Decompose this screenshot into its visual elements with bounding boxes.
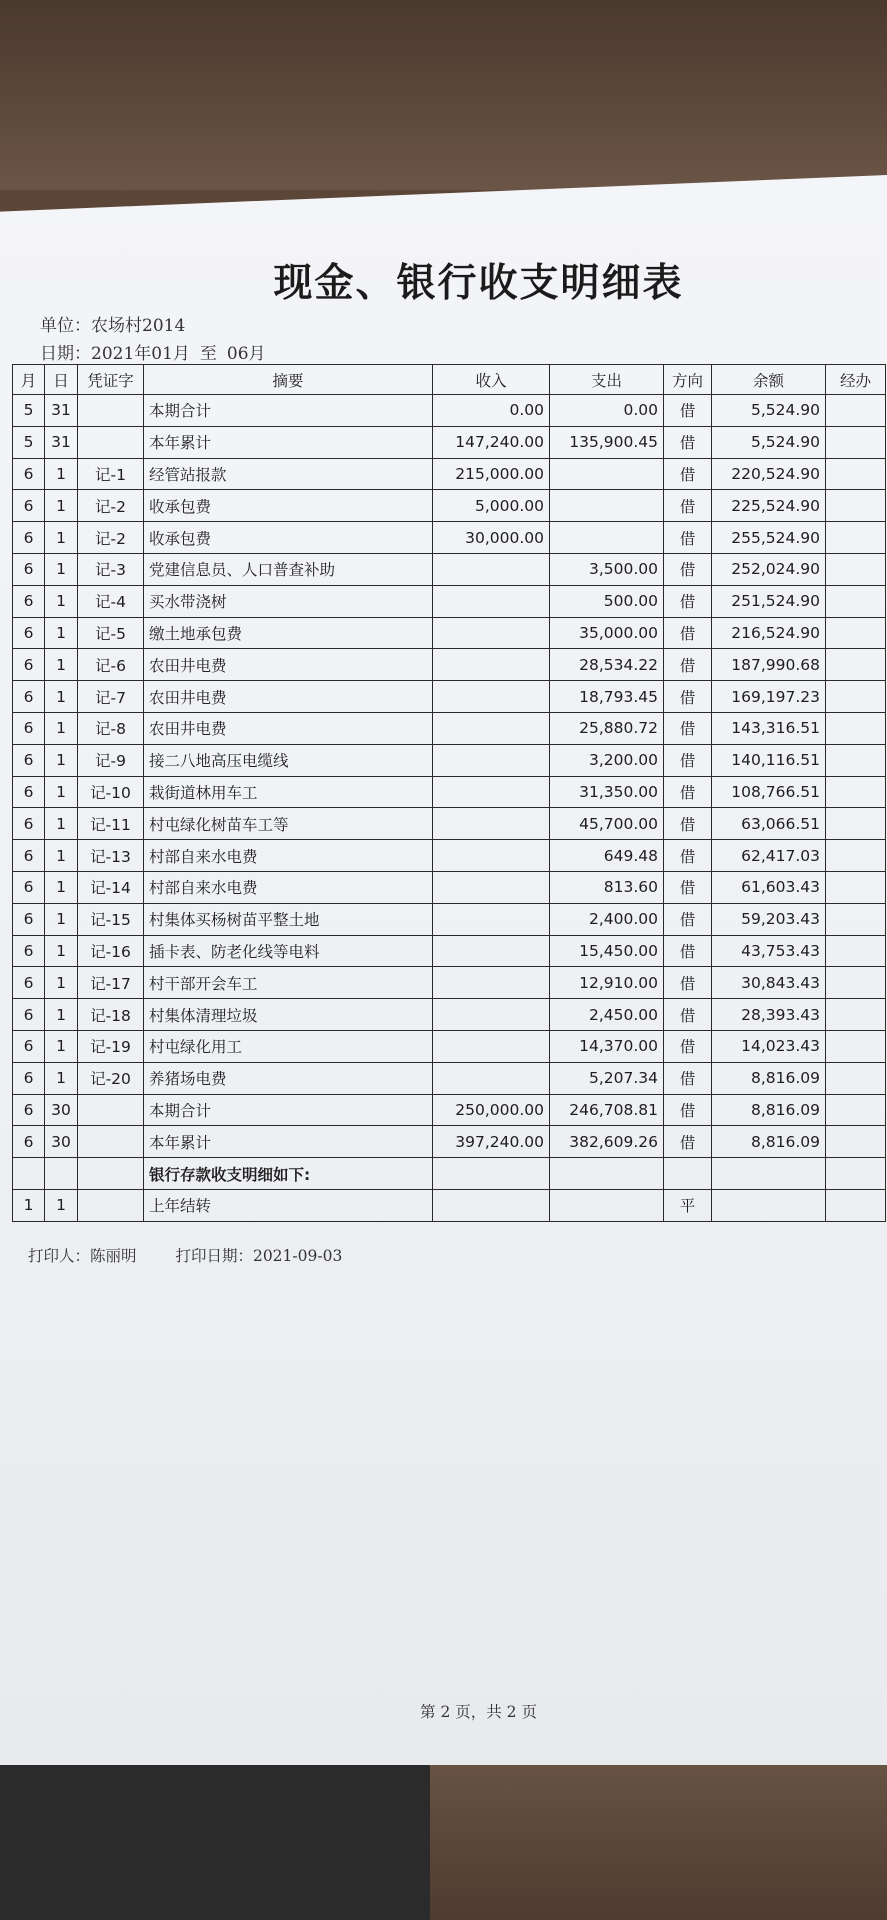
table-cell: 35,000.00 — [550, 617, 664, 649]
table-cell: 45,700.00 — [550, 808, 664, 840]
table-cell: 6 — [13, 458, 45, 490]
table-row — [13, 553, 886, 585]
table-cell — [433, 617, 550, 649]
table-cell — [826, 681, 886, 713]
table-cell: 1 — [45, 712, 78, 744]
table-cell — [13, 1158, 45, 1190]
table-cell: 61,603.43 — [712, 871, 826, 903]
table-cell: 6 — [13, 776, 45, 808]
table-cell: 108,766.51 — [712, 776, 826, 808]
table-cell: 6 — [13, 871, 45, 903]
table-cell: 借 — [664, 649, 712, 681]
table-cell: 6 — [13, 935, 45, 967]
table-cell: 借 — [664, 458, 712, 490]
table-cell: 813.60 — [550, 871, 664, 903]
table-cell: 借 — [664, 712, 712, 744]
table-cell — [826, 808, 886, 840]
table-cell: 借 — [664, 871, 712, 903]
table-row — [13, 840, 886, 872]
desk-surface-top — [0, 0, 887, 190]
table-cell: 31 — [45, 426, 78, 458]
table-cell: 0.00 — [433, 395, 550, 427]
table-row — [13, 999, 886, 1031]
table-cell: 借 — [664, 585, 712, 617]
table-cell — [433, 1062, 550, 1094]
table-cell: 0.00 — [550, 395, 664, 427]
column-header: 摘要 — [144, 365, 433, 395]
table-row — [13, 776, 886, 808]
table-cell: 8,816.09 — [712, 1062, 826, 1094]
table-cell: 1 — [45, 553, 78, 585]
table-row — [13, 871, 886, 903]
table-cell: 251,524.90 — [712, 585, 826, 617]
table-cell: 借 — [664, 903, 712, 935]
table-row — [13, 458, 886, 490]
table-cell — [550, 522, 664, 554]
table-cell: 187,990.68 — [712, 649, 826, 681]
page-number: 第 2 页，共 2 页 — [420, 1703, 537, 1721]
table-cell — [826, 1189, 886, 1221]
table-cell: 银行存款收支明细如下: — [144, 1158, 433, 1190]
table-cell: 借 — [664, 617, 712, 649]
table-cell: 215,000.00 — [433, 458, 550, 490]
column-header: 支出 — [550, 365, 664, 395]
table-cell — [712, 1189, 826, 1221]
table-cell: 买水带浇树 — [144, 585, 433, 617]
table-cell: 6 — [13, 1062, 45, 1094]
table-row — [13, 1126, 886, 1158]
table-cell: 31 — [45, 395, 78, 427]
table-cell: 1 — [45, 490, 78, 522]
table-cell — [78, 426, 144, 458]
table-cell: 本年累计 — [144, 426, 433, 458]
table-cell: 记-4 — [78, 585, 144, 617]
table-row — [13, 1062, 886, 1094]
table-cell — [78, 395, 144, 427]
table-row — [13, 395, 886, 427]
table-cell: 借 — [664, 1126, 712, 1158]
table-cell: 1 — [45, 458, 78, 490]
table-cell — [826, 553, 886, 585]
table-cell: 党建信息员、人口普查补助 — [144, 553, 433, 585]
table-cell: 记-19 — [78, 1030, 144, 1062]
table-cell: 28,393.43 — [712, 999, 826, 1031]
header-row — [13, 365, 886, 395]
table-cell: 18,793.45 — [550, 681, 664, 713]
table-cell: 14,370.00 — [550, 1030, 664, 1062]
table-cell — [826, 903, 886, 935]
table-row — [13, 967, 886, 999]
table-row — [13, 935, 886, 967]
table-cell: 6 — [13, 808, 45, 840]
table-cell: 借 — [664, 490, 712, 522]
document-title: 现金、银行收支明细表 — [273, 260, 684, 306]
table-cell — [433, 1030, 550, 1062]
table-cell: 250,000.00 — [433, 1094, 550, 1126]
table-row — [13, 649, 886, 681]
table-row — [13, 712, 886, 744]
table-cell: 3,500.00 — [550, 553, 664, 585]
table-cell — [712, 1158, 826, 1190]
table-cell: 借 — [664, 744, 712, 776]
table-cell — [433, 776, 550, 808]
table-cell: 30 — [45, 1126, 78, 1158]
table-cell: 2,400.00 — [550, 903, 664, 935]
table-cell: 村屯绿化用工 — [144, 1030, 433, 1062]
table-cell: 借 — [664, 681, 712, 713]
table-cell: 5 — [13, 395, 45, 427]
table-row — [13, 617, 886, 649]
table-cell: 6 — [13, 1126, 45, 1158]
table-cell — [433, 585, 550, 617]
table-row — [13, 808, 886, 840]
table-cell: 3,200.00 — [550, 744, 664, 776]
table-cell: 1 — [45, 1030, 78, 1062]
table-cell: 1 — [45, 967, 78, 999]
table-cell: 5 — [13, 426, 45, 458]
table-cell: 记-13 — [78, 840, 144, 872]
table-cell — [433, 744, 550, 776]
table-cell: 记-5 — [78, 617, 144, 649]
table-cell — [78, 1189, 144, 1221]
table-cell — [826, 617, 886, 649]
table-cell: 140,116.51 — [712, 744, 826, 776]
table-cell: 记-2 — [78, 522, 144, 554]
table-cell — [826, 1030, 886, 1062]
table-cell: 1 — [45, 585, 78, 617]
column-header: 方向 — [664, 365, 712, 395]
table-cell — [433, 1189, 550, 1221]
table-cell: 1 — [13, 1189, 45, 1221]
table-cell: 缴土地承包费 — [144, 617, 433, 649]
column-header: 月 — [13, 365, 45, 395]
table-row — [13, 1158, 886, 1190]
table-cell: 借 — [664, 840, 712, 872]
table-cell: 本年累计 — [144, 1126, 433, 1158]
table-cell: 255,524.90 — [712, 522, 826, 554]
table-cell — [45, 1158, 78, 1190]
table-cell: 本期合计 — [144, 1094, 433, 1126]
table-cell: 15,450.00 — [550, 935, 664, 967]
table-cell: 169,197.23 — [712, 681, 826, 713]
table-cell: 记-14 — [78, 871, 144, 903]
table-cell: 6 — [13, 649, 45, 681]
table-cell — [826, 744, 886, 776]
table-cell — [550, 490, 664, 522]
table-cell: 5,207.34 — [550, 1062, 664, 1094]
table-cell: 6 — [13, 522, 45, 554]
table-cell: 30,000.00 — [433, 522, 550, 554]
table-cell: 借 — [664, 1030, 712, 1062]
unit-label: 单位：农场村2014 — [40, 316, 186, 336]
date-from: 2021年01月 — [91, 344, 190, 364]
table-row — [13, 585, 886, 617]
table-row — [13, 1094, 886, 1126]
column-header: 经办 — [826, 365, 886, 395]
shadow-object — [0, 1755, 430, 1920]
table-cell: 6 — [13, 967, 45, 999]
table-cell: 借 — [664, 935, 712, 967]
table-row — [13, 681, 886, 713]
table-cell — [826, 967, 886, 999]
table-cell: 6 — [13, 744, 45, 776]
table-cell — [550, 1189, 664, 1221]
table-cell: 6 — [13, 1030, 45, 1062]
table-cell — [550, 458, 664, 490]
table-cell — [826, 999, 886, 1031]
table-cell: 上年结转 — [144, 1189, 433, 1221]
table-cell: 6 — [13, 903, 45, 935]
table-cell: 记-15 — [78, 903, 144, 935]
table-cell: 村屯绿化树苗车工等 — [144, 808, 433, 840]
ledger-table — [12, 364, 886, 1222]
table-cell: 2,450.00 — [550, 999, 664, 1031]
table-cell: 农田井电费 — [144, 681, 433, 713]
table-cell: 216,524.90 — [712, 617, 826, 649]
table-cell: 6 — [13, 840, 45, 872]
table-cell — [433, 840, 550, 872]
table-cell: 借 — [664, 776, 712, 808]
table-cell: 记-1 — [78, 458, 144, 490]
table-cell — [78, 1126, 144, 1158]
table-cell: 记-3 — [78, 553, 144, 585]
table-cell: 借 — [664, 1062, 712, 1094]
table-cell: 1 — [45, 617, 78, 649]
table-cell: 5,000.00 — [433, 490, 550, 522]
table-cell: 1 — [45, 840, 78, 872]
table-cell — [78, 1158, 144, 1190]
table-cell — [826, 649, 886, 681]
table-cell: 6 — [13, 1094, 45, 1126]
table-cell: 63,066.51 — [712, 808, 826, 840]
table-cell — [826, 1094, 886, 1126]
table-cell: 147,240.00 — [433, 426, 550, 458]
table-cell: 500.00 — [550, 585, 664, 617]
table-cell — [550, 1158, 664, 1190]
table-cell: 村部自来水电费 — [144, 840, 433, 872]
table-cell: 6 — [13, 999, 45, 1031]
table-cell: 借 — [664, 999, 712, 1031]
table-cell: 252,024.90 — [712, 553, 826, 585]
table-row — [13, 903, 886, 935]
table-row — [13, 490, 886, 522]
table-cell — [433, 903, 550, 935]
table-cell: 农田井电费 — [144, 712, 433, 744]
table-cell: 村集体清理垃圾 — [144, 999, 433, 1031]
table-cell: 12,910.00 — [550, 967, 664, 999]
column-header: 收入 — [433, 365, 550, 395]
table-cell — [826, 490, 886, 522]
table-cell: 借 — [664, 967, 712, 999]
column-header: 日 — [45, 365, 78, 395]
table-cell — [433, 649, 550, 681]
date-sep: 至 — [199, 344, 217, 364]
table-cell: 栽街道林用车工 — [144, 776, 433, 808]
table-cell: 135,900.45 — [550, 426, 664, 458]
table-cell: 记-7 — [78, 681, 144, 713]
table-cell: 1 — [45, 681, 78, 713]
table-cell: 6 — [13, 490, 45, 522]
table-cell: 1 — [45, 649, 78, 681]
table-cell — [826, 458, 886, 490]
table-cell: 6 — [13, 553, 45, 585]
table-cell — [826, 935, 886, 967]
table-cell: 28,534.22 — [550, 649, 664, 681]
table-cell: 382,609.26 — [550, 1126, 664, 1158]
table-cell: 平 — [664, 1189, 712, 1221]
table-cell: 接二八地高压电缆线 — [144, 744, 433, 776]
table-cell: 8,816.09 — [712, 1126, 826, 1158]
table-cell — [826, 395, 886, 427]
table-cell: 借 — [664, 395, 712, 427]
column-header: 余额 — [712, 365, 826, 395]
table-cell: 借 — [664, 426, 712, 458]
table-cell: 收承包费 — [144, 490, 433, 522]
table-cell: 225,524.90 — [712, 490, 826, 522]
table-cell: 村集体买杨树苗平整土地 — [144, 903, 433, 935]
table-row — [13, 744, 886, 776]
table-cell: 30 — [45, 1094, 78, 1126]
print-info — [28, 1244, 376, 1266]
column-header: 凭证字 — [78, 365, 144, 395]
date-range — [40, 339, 266, 364]
table-cell: 1 — [45, 903, 78, 935]
table-cell: 记-9 — [78, 744, 144, 776]
table-cell: 6 — [13, 585, 45, 617]
table-cell: 30,843.43 — [712, 967, 826, 999]
table-cell — [433, 553, 550, 585]
table-cell — [826, 871, 886, 903]
table-cell: 8,816.09 — [712, 1094, 826, 1126]
table-cell: 5,524.90 — [712, 426, 826, 458]
table-cell — [826, 712, 886, 744]
table-cell: 记-6 — [78, 649, 144, 681]
table-cell: 1 — [45, 935, 78, 967]
table-cell: 记-10 — [78, 776, 144, 808]
table-cell — [433, 999, 550, 1031]
table-cell: 记-8 — [78, 712, 144, 744]
table-cell: 59,203.43 — [712, 903, 826, 935]
table-cell: 1 — [45, 1189, 78, 1221]
table-cell — [826, 1062, 886, 1094]
table-cell — [433, 1158, 550, 1190]
table-cell: 1 — [45, 744, 78, 776]
table-cell — [433, 935, 550, 967]
table-cell: 记-2 — [78, 490, 144, 522]
table-cell: 1 — [45, 871, 78, 903]
table-row — [13, 1189, 886, 1221]
table-cell: 借 — [664, 522, 712, 554]
table-cell — [826, 776, 886, 808]
table-cell — [78, 1094, 144, 1126]
table-cell: 记-18 — [78, 999, 144, 1031]
table-cell: 397,240.00 — [433, 1126, 550, 1158]
table-cell: 31,350.00 — [550, 776, 664, 808]
table-cell: 借 — [664, 808, 712, 840]
table-cell: 62,417.03 — [712, 840, 826, 872]
table-cell: 6 — [13, 681, 45, 713]
table-cell — [826, 426, 886, 458]
table-cell: 1 — [45, 522, 78, 554]
table-cell: 5,524.90 — [712, 395, 826, 427]
table-cell: 1 — [45, 1062, 78, 1094]
table-cell: 借 — [664, 553, 712, 585]
table-cell — [433, 808, 550, 840]
table-cell: 1 — [45, 808, 78, 840]
table-cell: 经管站报款 — [144, 458, 433, 490]
table-cell — [433, 871, 550, 903]
table-cell — [664, 1158, 712, 1190]
table-row — [13, 426, 886, 458]
table-cell: 25,880.72 — [550, 712, 664, 744]
table-cell: 农田井电费 — [144, 649, 433, 681]
table-cell: 记-11 — [78, 808, 144, 840]
table-cell: 记-17 — [78, 967, 144, 999]
table-cell: 6 — [13, 712, 45, 744]
table-cell: 1 — [45, 776, 78, 808]
table-cell: 收承包费 — [144, 522, 433, 554]
table-cell: 1 — [45, 999, 78, 1031]
table-cell — [826, 522, 886, 554]
table-cell: 649.48 — [550, 840, 664, 872]
table-cell: 6 — [13, 617, 45, 649]
print-date: 打印日期：2021-09-03 — [175, 1247, 343, 1265]
date-label: 日期： — [40, 344, 91, 364]
table-cell: 246,708.81 — [550, 1094, 664, 1126]
table-cell: 43,753.43 — [712, 935, 826, 967]
table-cell: 220,524.90 — [712, 458, 826, 490]
table-cell — [826, 585, 886, 617]
table-cell: 记-20 — [78, 1062, 144, 1094]
table-cell: 14,023.43 — [712, 1030, 826, 1062]
table-row — [13, 522, 886, 554]
table-cell: 养猪场电费 — [144, 1062, 433, 1094]
table-cell: 插卡表、防老化线等电料 — [144, 935, 433, 967]
table-cell — [826, 1158, 886, 1190]
table-cell — [433, 681, 550, 713]
date-to: 06月 — [226, 344, 266, 364]
table-cell — [826, 840, 886, 872]
table-cell — [826, 1126, 886, 1158]
table-cell: 143,316.51 — [712, 712, 826, 744]
table-cell: 村干部开会车工 — [144, 967, 433, 999]
table-row — [13, 1030, 886, 1062]
table-cell: 记-16 — [78, 935, 144, 967]
table-cell: 村部自来水电费 — [144, 871, 433, 903]
printer-name: 打印人：陈丽明 — [28, 1247, 137, 1265]
table-cell — [433, 712, 550, 744]
table-cell: 借 — [664, 1094, 712, 1126]
table-cell — [433, 967, 550, 999]
table-cell: 本期合计 — [144, 395, 433, 427]
